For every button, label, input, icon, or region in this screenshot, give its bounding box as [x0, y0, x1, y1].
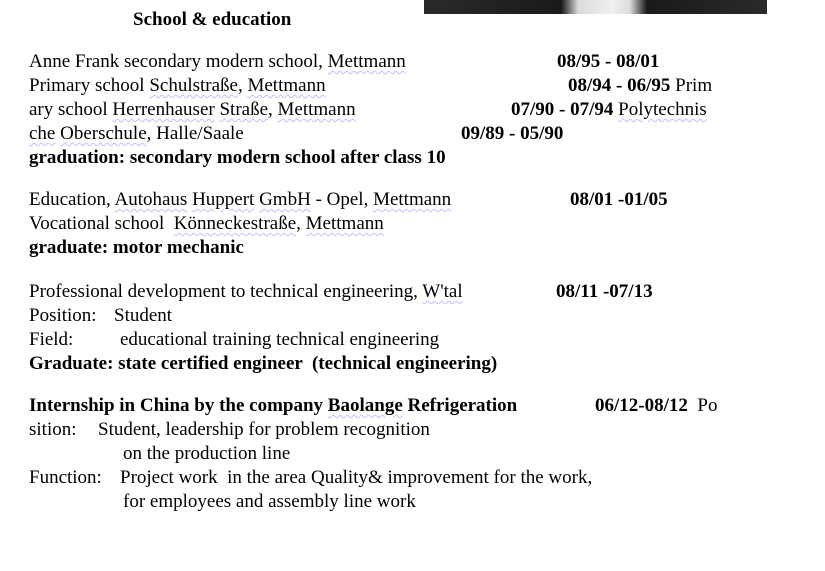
professional-row-1-date: 08/11 -07/13	[556, 281, 653, 302]
school-row-2-date: 08/94 - 06/95 Prim	[568, 75, 713, 96]
school-row-1: Anne Frank secondary modern school, Mettmann	[29, 51, 406, 72]
education-row-1: Education, Autohaus Huppert GmbH - Opel, Mettmann	[29, 189, 452, 210]
internship-position-value-1: Student, leadership for problem recognition	[98, 419, 430, 440]
school-row-4: che Oberschule, Halle/Saale	[29, 123, 244, 144]
education-graduate: graduate: motor mechanic	[29, 237, 244, 258]
school-row-3: ary school Herrenhauser Straße, Mettmann	[29, 99, 356, 120]
internship-row-1-date: 06/12-08/12 Po	[595, 395, 718, 416]
profile-photo	[424, 0, 767, 14]
education-row-2: Vocational school Könneckestraße, Mettmann	[29, 213, 384, 234]
school-graduation: graduation: secondary modern school after class 10	[29, 147, 446, 168]
professional-position-value: Student	[114, 305, 173, 326]
school-row-1-date: 08/95 - 08/01	[557, 51, 660, 72]
professional-position-label: Position:	[29, 305, 97, 326]
professional-field-label: Field:	[29, 329, 74, 350]
school-row-2: Primary school Schulstraße, Mettmann	[29, 75, 326, 96]
education-row-1-date: 08/01 -01/05	[570, 189, 668, 210]
professional-field-value: educational training technical engineering	[120, 329, 440, 350]
professional-row-1: Professional development to technical engineering, W'tal	[29, 281, 463, 302]
internship-row-1: Internship in China by the company Baolange Refrigeration	[29, 395, 518, 416]
section-heading: School & education	[133, 9, 292, 30]
internship-function-value-1: Project work in the area Quality& improvement for the work,	[120, 467, 593, 488]
internship-position-label: sition:	[29, 419, 77, 440]
professional-graduate: Graduate: state certified engineer (technical engineering)	[29, 353, 498, 374]
internship-function-label: Function:	[29, 467, 102, 488]
school-row-3-date: 07/90 - 07/94 Polytechnis	[511, 99, 707, 120]
internship-function-value-2: for employees and assembly line work	[123, 491, 416, 512]
internship-position-value-2: on the production line	[123, 443, 291, 464]
school-row-4-date: 09/89 - 05/90	[461, 123, 564, 144]
